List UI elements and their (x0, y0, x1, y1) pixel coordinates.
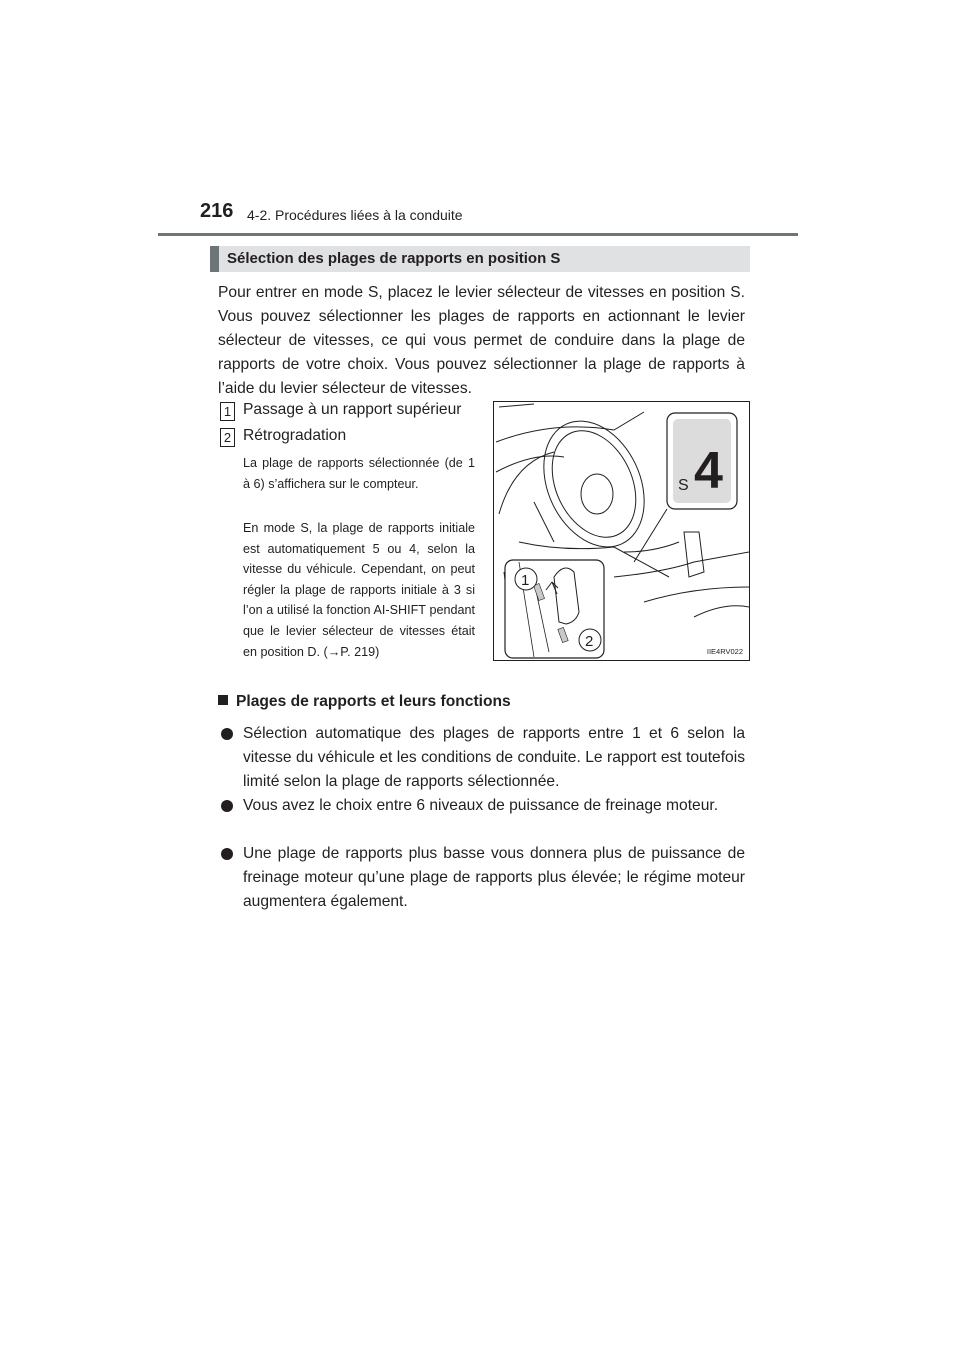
page-number: 216 (200, 200, 234, 222)
gear-shift-illustration (493, 401, 750, 661)
chapter-title: 4-2. Procédures liées à la conduite (247, 207, 463, 223)
square-bullet-icon (218, 695, 228, 705)
header-rule (158, 233, 798, 236)
intro-paragraph: Pour entrer en mode S, placez le levier sélecteur de vitesses en position S. Vous pouvez sélectionner les plages de rapports en actionnant le levier sélecteur de vitesses, ce qui vous permet de conduire dans la plage de rapports de votre choix. Vous pouvez sélectionner la plage de rapports à l’aide du levier sélecteur de vitesses. (218, 284, 745, 397)
note-display: La plage de rapports sélectionnée (de 1 à 6) s’affichera sur le compteur. (243, 456, 475, 491)
dashboard-drawing (494, 402, 750, 661)
subsection-heading (218, 693, 511, 711)
bullet-lower-range: Une plage de rapports plus basse vous donnera plus de puissance de freinage moteur qu’une plage de rapports plus élevée; le régime moteur augmentera également. (243, 845, 745, 910)
item-number-2: 2 (220, 428, 235, 447)
note-initial-range: En mode S, la plage de rapports initiale est automatiquement 5 ou 4, selon la vitesse du véhicule. Cependant, on peut régler la plage de rapports initiale à 3 si l’on a utilisé la fonction AI-SHIFT pendant que le levier sélecteur de vitesses était en position D. (→P. 219) (243, 521, 475, 659)
item-number-1: 1 (220, 402, 235, 421)
bullet-icon (221, 728, 233, 740)
item-label-downshift: Rétrogradation (243, 427, 347, 444)
figure-callout-1: 1 (521, 572, 530, 589)
display-mode-letter: S (678, 477, 689, 494)
bullet-icon (221, 800, 233, 812)
bullet-automatic-selection: Sélection automatique des plages de rapports entre 1 et 6 selon la vitesse du véhicule et les conditions de conduite. Le rapport est toutefois limité selon la plage de rapports sélectionnée. (243, 725, 745, 790)
section-heading: Sélection des plages de rapports en position S (210, 246, 750, 272)
bullet-icon (221, 848, 233, 860)
subsection-title: Plages de rapports et leurs fonctions (236, 693, 511, 710)
display-gear-number: 4 (694, 442, 723, 500)
item-label-upshift: Passage à un rapport supérieur (243, 401, 462, 418)
figure-callout-2: 2 (585, 633, 594, 650)
bullet-engine-braking-levels: Vous avez le choix entre 6 niveaux de puissance de freinage moteur. (243, 797, 719, 814)
figure-code: IIE4RV022 (706, 647, 743, 656)
